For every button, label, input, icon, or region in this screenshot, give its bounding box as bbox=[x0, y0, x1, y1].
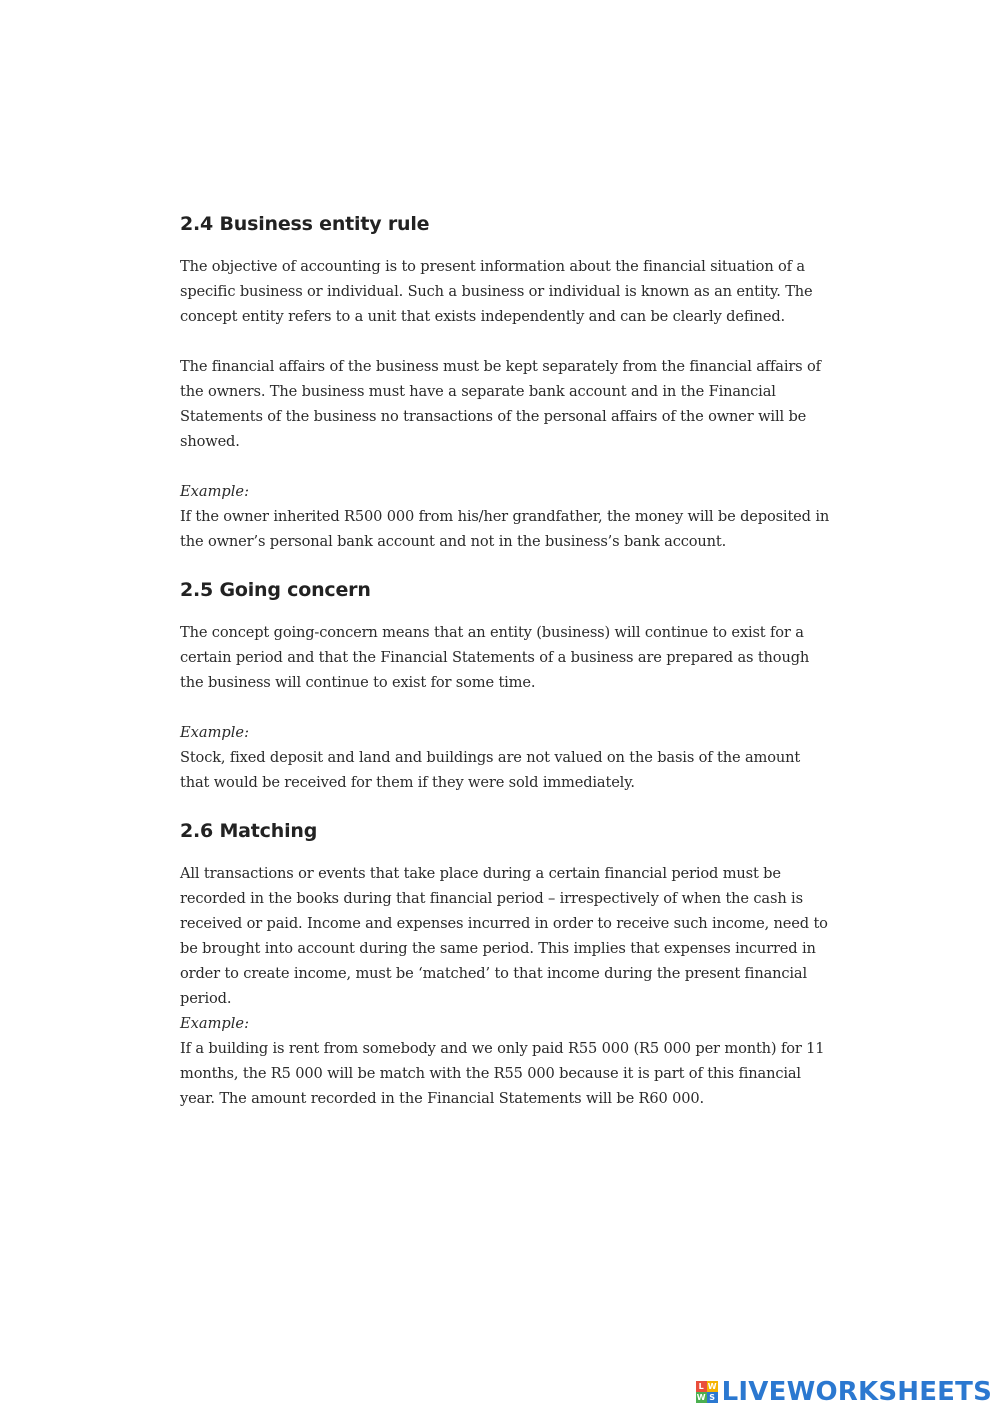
paragraph: All transactions or events that take place during a certain financial period must be recorded in the books during that financial period – irrespectively of when the cash is received or paid. Income and expenses incurred in order to receive such income, need to be brought into account during the same period. This implies that expenses incurred in order to create income, must be ‘matched’ to that income during the present financial period. bbox=[180, 865, 828, 1007]
liveworksheets-wordmark: LIVEWORKSHEETS bbox=[721, 1377, 992, 1407]
paragraph: The objective of accounting is to present information about the financial situation of a specific business or individual. Such a business or individual is known as an entity. The concept entity refers to a unit that exists independently and can be clearly defined. bbox=[180, 258, 813, 325]
example-label: Example: bbox=[180, 1015, 249, 1032]
liveworksheets-logo[interactable] bbox=[696, 1377, 992, 1407]
example-text: If a building is rent from somebody and we only paid R55 000 (R5 000 per month) for 11 months, the R5 000 will be match with the R55 000 because it is part of this financial year. The amount recorded in the Financial Statements will be R60 000. bbox=[180, 1040, 825, 1107]
section-business-entity-rule bbox=[180, 208, 830, 554]
logo-tile: L bbox=[696, 1381, 707, 1392]
section-heading: 2.5 Going concern bbox=[180, 579, 371, 601]
section-going-concern bbox=[180, 574, 830, 795]
document-page bbox=[180, 208, 830, 1131]
liveworksheets-icon bbox=[696, 1381, 718, 1403]
paragraph: The concept going-concern means that an entity (business) will continue to exist for a certain period and that the Financial Statements of a business are prepared as though the business will continue to exist for some time. bbox=[180, 624, 810, 691]
example-text: Stock, fixed deposit and land and buildings are not valued on the basis of the amount that would be received for them if they were sold immediately. bbox=[180, 749, 801, 791]
section-heading: 2.4 Business entity rule bbox=[180, 213, 430, 235]
section-heading: 2.6 Matching bbox=[180, 820, 318, 842]
example-text: If the owner inherited R500 000 from his/her grandfather, the money will be deposited in the owner’s personal bank account and not in the business’s bank account. bbox=[180, 508, 830, 550]
example-label: Example: bbox=[180, 724, 249, 741]
logo-tile: S bbox=[707, 1392, 718, 1403]
paragraph: The financial affairs of the business must be kept separately from the financial affairs of the owners. The business must have a separate bank account and in the Financial Statements of the business no transactions of the personal affairs of the owner will be showed. bbox=[180, 358, 821, 450]
example-label: Example: bbox=[180, 483, 249, 500]
section-matching bbox=[180, 815, 830, 1111]
logo-tile: W bbox=[707, 1382, 717, 1391]
logo-tile: W bbox=[696, 1393, 706, 1402]
